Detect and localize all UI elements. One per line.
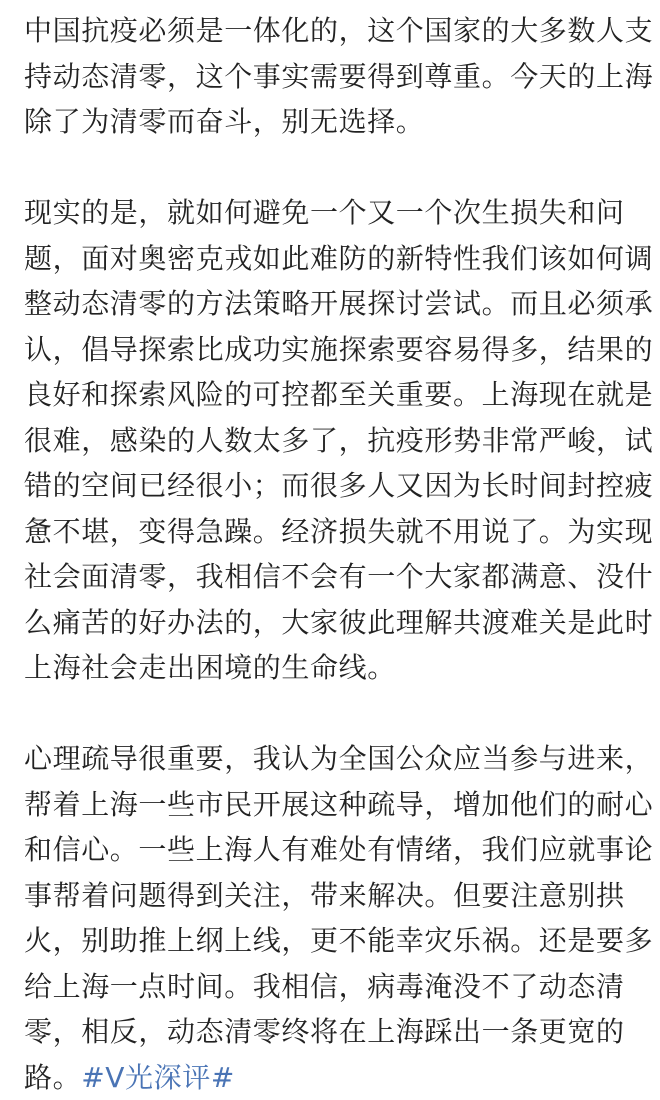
text-line: 社会面清零，我相信不会有一个大家都满意、没什 bbox=[24, 554, 640, 600]
text-line: 认，倡导探索比成功实施探索要容易得多，结果的 bbox=[24, 327, 640, 373]
text-line: 心理疏导很重要，我认为全国公众应当参与进来， bbox=[24, 736, 640, 782]
text-line: 火，别助推上纲上线，更不能幸灾乐祸。还是要多 bbox=[24, 918, 640, 964]
text-line: 整动态清零的方法策略开展探讨尝试。而且必须承 bbox=[24, 281, 640, 327]
paragraph-1 bbox=[24, 8, 640, 145]
text-line: 很难，感染的人数太多了，抗疫形势非常严峻，试 bbox=[24, 418, 640, 464]
text-line: 良好和探索风险的可控都至关重要。上海现在就是 bbox=[24, 372, 640, 418]
text-line: 持动态清零，这个事实需要得到尊重。今天的上海 bbox=[24, 54, 640, 100]
text-line: 惫不堪，变得急躁。经济损失就不用说了。为实现 bbox=[24, 509, 640, 555]
text-line: 零，相反，动态清零终将在上海踩出一条更宽的 bbox=[24, 1009, 640, 1055]
paragraph-3 bbox=[24, 736, 640, 1100]
text-line-last bbox=[24, 1055, 640, 1100]
text-line: 么痛苦的好办法的，大家彼此理解共渡难关是此时 bbox=[24, 600, 640, 646]
last-line-text: 路。 bbox=[24, 1061, 81, 1094]
paragraph-2 bbox=[24, 190, 640, 691]
text-line: 上海社会走出困境的生命线。 bbox=[24, 645, 640, 691]
hashtag-link[interactable]: #V光深评# bbox=[81, 1061, 235, 1094]
paragraph-spacer bbox=[24, 691, 640, 737]
text-line: 事帮着问题得到关注，带来解决。但要注意别拱 bbox=[24, 873, 640, 919]
text-line: 给上海一点时间。我相信，病毒淹没不了动态清 bbox=[24, 964, 640, 1010]
text-line: 和信心。一些上海人有难处有情绪，我们应就事论 bbox=[24, 827, 640, 873]
text-line: 帮着上海一些市民开展这种疏导，增加他们的耐心 bbox=[24, 782, 640, 828]
text-line: 除了为清零而奋斗，别无选择。 bbox=[24, 99, 640, 145]
text-line: 错的空间已经很小；而很多人又因为长时间封控疲 bbox=[24, 463, 640, 509]
text-line: 中国抗疫必须是一体化的，这个国家的大多数人支 bbox=[24, 8, 640, 54]
text-line: 题，面对奥密克戎如此难防的新特性我们该如何调 bbox=[24, 236, 640, 282]
text-line: 现实的是，就如何避免一个又一个次生损失和问 bbox=[24, 190, 640, 236]
paragraph-spacer bbox=[24, 145, 640, 191]
